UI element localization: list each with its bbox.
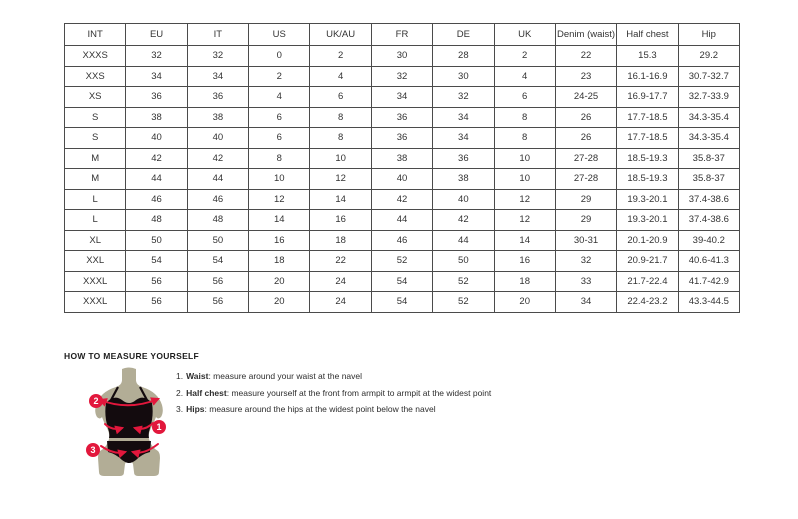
size-cell: XL: [65, 230, 126, 251]
size-cell: 36: [371, 128, 432, 149]
size-cell: 16.9-17.7: [617, 87, 678, 108]
size-cell: 30: [433, 66, 494, 87]
waist-marker-number: 1: [156, 422, 162, 433]
step-text: : measure around your waist at the navel: [208, 371, 363, 381]
column-header: UK: [494, 24, 555, 46]
size-cell: 42: [371, 189, 432, 210]
column-header: Half chest: [617, 24, 678, 46]
size-cell: 34: [433, 128, 494, 149]
size-cell: 30-31: [555, 230, 616, 251]
size-cell: 46: [187, 189, 248, 210]
size-cell: 32: [126, 46, 187, 67]
size-cell: 56: [187, 292, 248, 313]
size-cell: M: [65, 169, 126, 190]
size-cell: 8: [310, 128, 371, 149]
size-cell: 18: [310, 230, 371, 251]
size-cell: 32: [555, 251, 616, 272]
size-cell: 14: [310, 189, 371, 210]
size-row: [65, 210, 740, 231]
size-cell: 26: [555, 107, 616, 128]
size-cell: 23: [555, 66, 616, 87]
size-cell: 43.3-44.5: [678, 292, 739, 313]
column-header: FR: [371, 24, 432, 46]
size-cell: 4: [494, 66, 555, 87]
size-cell: 56: [126, 271, 187, 292]
size-cell: 44: [187, 169, 248, 190]
step-label: Waist: [186, 371, 209, 381]
column-header: EU: [126, 24, 187, 46]
size-row: [65, 87, 740, 108]
size-row: [65, 292, 740, 313]
size-cell: 36: [187, 87, 248, 108]
size-cell: XXS: [65, 66, 126, 87]
size-cell: 22.4-23.2: [617, 292, 678, 313]
size-row: [65, 169, 740, 190]
measure-section-title: HOW TO MEASURE YOURSELF: [64, 351, 200, 361]
size-cell: 40: [433, 189, 494, 210]
size-row: [65, 107, 740, 128]
size-cell: 40: [126, 128, 187, 149]
size-chart-table: [64, 23, 740, 313]
size-cell: 36: [371, 107, 432, 128]
size-cell: 20: [249, 292, 310, 313]
size-cell: 33: [555, 271, 616, 292]
size-cell: 50: [126, 230, 187, 251]
size-cell: 56: [187, 271, 248, 292]
size-cell: XXXL: [65, 271, 126, 292]
column-header: UK/AU: [310, 24, 371, 46]
size-cell: 26: [555, 128, 616, 149]
size-cell: 10: [310, 148, 371, 169]
size-cell: 38: [433, 169, 494, 190]
column-header: US: [249, 24, 310, 46]
size-cell: L: [65, 210, 126, 231]
size-cell: 38: [187, 107, 248, 128]
size-cell: 6: [249, 107, 310, 128]
size-cell: 27-28: [555, 148, 616, 169]
size-cell: 20: [249, 271, 310, 292]
step-number: 3.: [176, 404, 184, 414]
size-cell: 42: [187, 148, 248, 169]
size-cell: 54: [371, 271, 432, 292]
size-cell: 44: [433, 230, 494, 251]
size-row: [65, 189, 740, 210]
size-cell: 54: [187, 251, 248, 272]
size-cell: 20: [494, 292, 555, 313]
size-cell: 22: [555, 46, 616, 67]
size-cell: 6: [249, 128, 310, 149]
size-cell: XS: [65, 87, 126, 108]
size-cell: 41.7-42.9: [678, 271, 739, 292]
size-cell: 17.7-18.5: [617, 107, 678, 128]
measure-steps: [176, 371, 606, 421]
size-cell: 16.1-16.9: [617, 66, 678, 87]
size-row: [65, 128, 740, 149]
size-cell: 34.3-35.4: [678, 128, 739, 149]
size-cell: 16: [249, 230, 310, 251]
hips-marker: [86, 443, 100, 457]
size-cell: 24: [310, 292, 371, 313]
size-cell: 14: [249, 210, 310, 231]
size-cell: 36: [126, 87, 187, 108]
size-cell: 8: [249, 148, 310, 169]
size-cell: 18.5-19.3: [617, 148, 678, 169]
size-cell: 52: [433, 271, 494, 292]
size-cell: 34.3-35.4: [678, 107, 739, 128]
size-cell: 40.6-41.3: [678, 251, 739, 272]
size-cell: 0: [249, 46, 310, 67]
size-cell: XXL: [65, 251, 126, 272]
size-cell: 46: [371, 230, 432, 251]
size-cell: 38: [126, 107, 187, 128]
size-cell: 29: [555, 210, 616, 231]
size-cell: 10: [494, 169, 555, 190]
size-cell: 29: [555, 189, 616, 210]
size-cell: 18.5-19.3: [617, 169, 678, 190]
column-header: Hip: [678, 24, 739, 46]
size-row: [65, 251, 740, 272]
size-cell: 29.2: [678, 46, 739, 67]
column-header: DE: [433, 24, 494, 46]
size-cell: 30: [371, 46, 432, 67]
size-cell: 2: [249, 66, 310, 87]
column-header: INT: [65, 24, 126, 46]
size-cell: 34: [126, 66, 187, 87]
size-cell: 24-25: [555, 87, 616, 108]
chest-marker-number: 2: [93, 396, 99, 407]
size-cell: 32: [187, 46, 248, 67]
size-row: [65, 230, 740, 251]
table-header-row: [65, 24, 740, 46]
size-cell: 46: [126, 189, 187, 210]
size-cell: 21.7-22.4: [617, 271, 678, 292]
size-cell: 6: [310, 87, 371, 108]
size-cell: 15.3: [617, 46, 678, 67]
size-cell: 40: [371, 169, 432, 190]
size-cell: 52: [371, 251, 432, 272]
size-row: [65, 66, 740, 87]
size-cell: 10: [249, 169, 310, 190]
size-cell: 44: [126, 169, 187, 190]
step-number: 1.: [176, 371, 184, 381]
size-cell: 32: [433, 87, 494, 108]
size-cell: 34: [555, 292, 616, 313]
size-cell: 50: [433, 251, 494, 272]
size-cell: 50: [187, 230, 248, 251]
size-cell: 8: [494, 107, 555, 128]
size-row: [65, 148, 740, 169]
table-body: [65, 46, 740, 313]
size-cell: 24: [310, 271, 371, 292]
size-cell: 12: [310, 169, 371, 190]
size-cell: 39-40.2: [678, 230, 739, 251]
size-cell: 22: [310, 251, 371, 272]
size-cell: 44: [371, 210, 432, 231]
size-row: [65, 271, 740, 292]
size-cell: 28: [433, 46, 494, 67]
size-cell: 2: [310, 46, 371, 67]
size-cell: 54: [126, 251, 187, 272]
size-cell: S: [65, 107, 126, 128]
size-cell: 4: [310, 66, 371, 87]
size-cell: 35.8-37: [678, 148, 739, 169]
size-cell: 6: [494, 87, 555, 108]
mannequin-illustration: [74, 366, 186, 484]
size-cell: 48: [187, 210, 248, 231]
size-cell: 14: [494, 230, 555, 251]
size-cell: 20.1-20.9: [617, 230, 678, 251]
size-cell: 52: [433, 292, 494, 313]
size-row: [65, 46, 740, 67]
size-cell: 17.7-18.5: [617, 128, 678, 149]
chest-marker: [89, 394, 103, 408]
step-label: Hips: [186, 404, 205, 414]
size-cell: 19.3-20.1: [617, 189, 678, 210]
size-cell: 4: [249, 87, 310, 108]
size-cell: 35.8-37: [678, 169, 739, 190]
size-cell: 42: [126, 148, 187, 169]
size-cell: 42: [433, 210, 494, 231]
measure-step-hips: [176, 404, 606, 414]
size-cell: 12: [494, 210, 555, 231]
size-cell: XXXS: [65, 46, 126, 67]
column-header: IT: [187, 24, 248, 46]
column-header: Denim (waist): [555, 24, 616, 46]
step-number: 2.: [176, 387, 184, 398]
size-cell: 12: [494, 189, 555, 210]
size-cell: 37.4-38.6: [678, 189, 739, 210]
size-cell: 30.7-32.7: [678, 66, 739, 87]
size-cell: 10: [494, 148, 555, 169]
size-cell: 16: [494, 251, 555, 272]
waist-marker: [152, 420, 166, 434]
size-cell: 34: [433, 107, 494, 128]
size-cell: 8: [310, 107, 371, 128]
size-cell: L: [65, 189, 126, 210]
size-cell: S: [65, 128, 126, 149]
size-cell: 34: [187, 66, 248, 87]
size-cell: 18: [494, 271, 555, 292]
size-cell: 20.9-21.7: [617, 251, 678, 272]
size-cell: 37.4-38.6: [678, 210, 739, 231]
size-cell: 38: [371, 148, 432, 169]
measure-step-waist: [176, 371, 606, 381]
size-cell: 27-28: [555, 169, 616, 190]
size-cell: 32.7-33.9: [678, 87, 739, 108]
size-cell: 54: [371, 292, 432, 313]
size-cell: 19.3-20.1: [617, 210, 678, 231]
size-cell: M: [65, 148, 126, 169]
size-cell: 12: [249, 189, 310, 210]
step-text: : measure yourself at the front from armpit to armpit at the widest point: [226, 387, 492, 398]
size-cell: XXXL: [65, 292, 126, 313]
hips-marker-number: 3: [90, 445, 96, 456]
size-cell: 18: [249, 251, 310, 272]
measure-step-half-chest: [176, 388, 606, 398]
size-cell: 2: [494, 46, 555, 67]
size-cell: 16: [310, 210, 371, 231]
step-text: : measure around the hips at the widest point below the navel: [204, 404, 436, 414]
size-cell: 8: [494, 128, 555, 149]
measurement-figure: [74, 366, 186, 484]
size-cell: 36: [433, 148, 494, 169]
size-cell: 40: [187, 128, 248, 149]
size-cell: 48: [126, 210, 187, 231]
step-label: Half chest: [186, 387, 227, 398]
size-cell: 32: [371, 66, 432, 87]
size-cell: 56: [126, 292, 187, 313]
size-cell: 34: [371, 87, 432, 108]
